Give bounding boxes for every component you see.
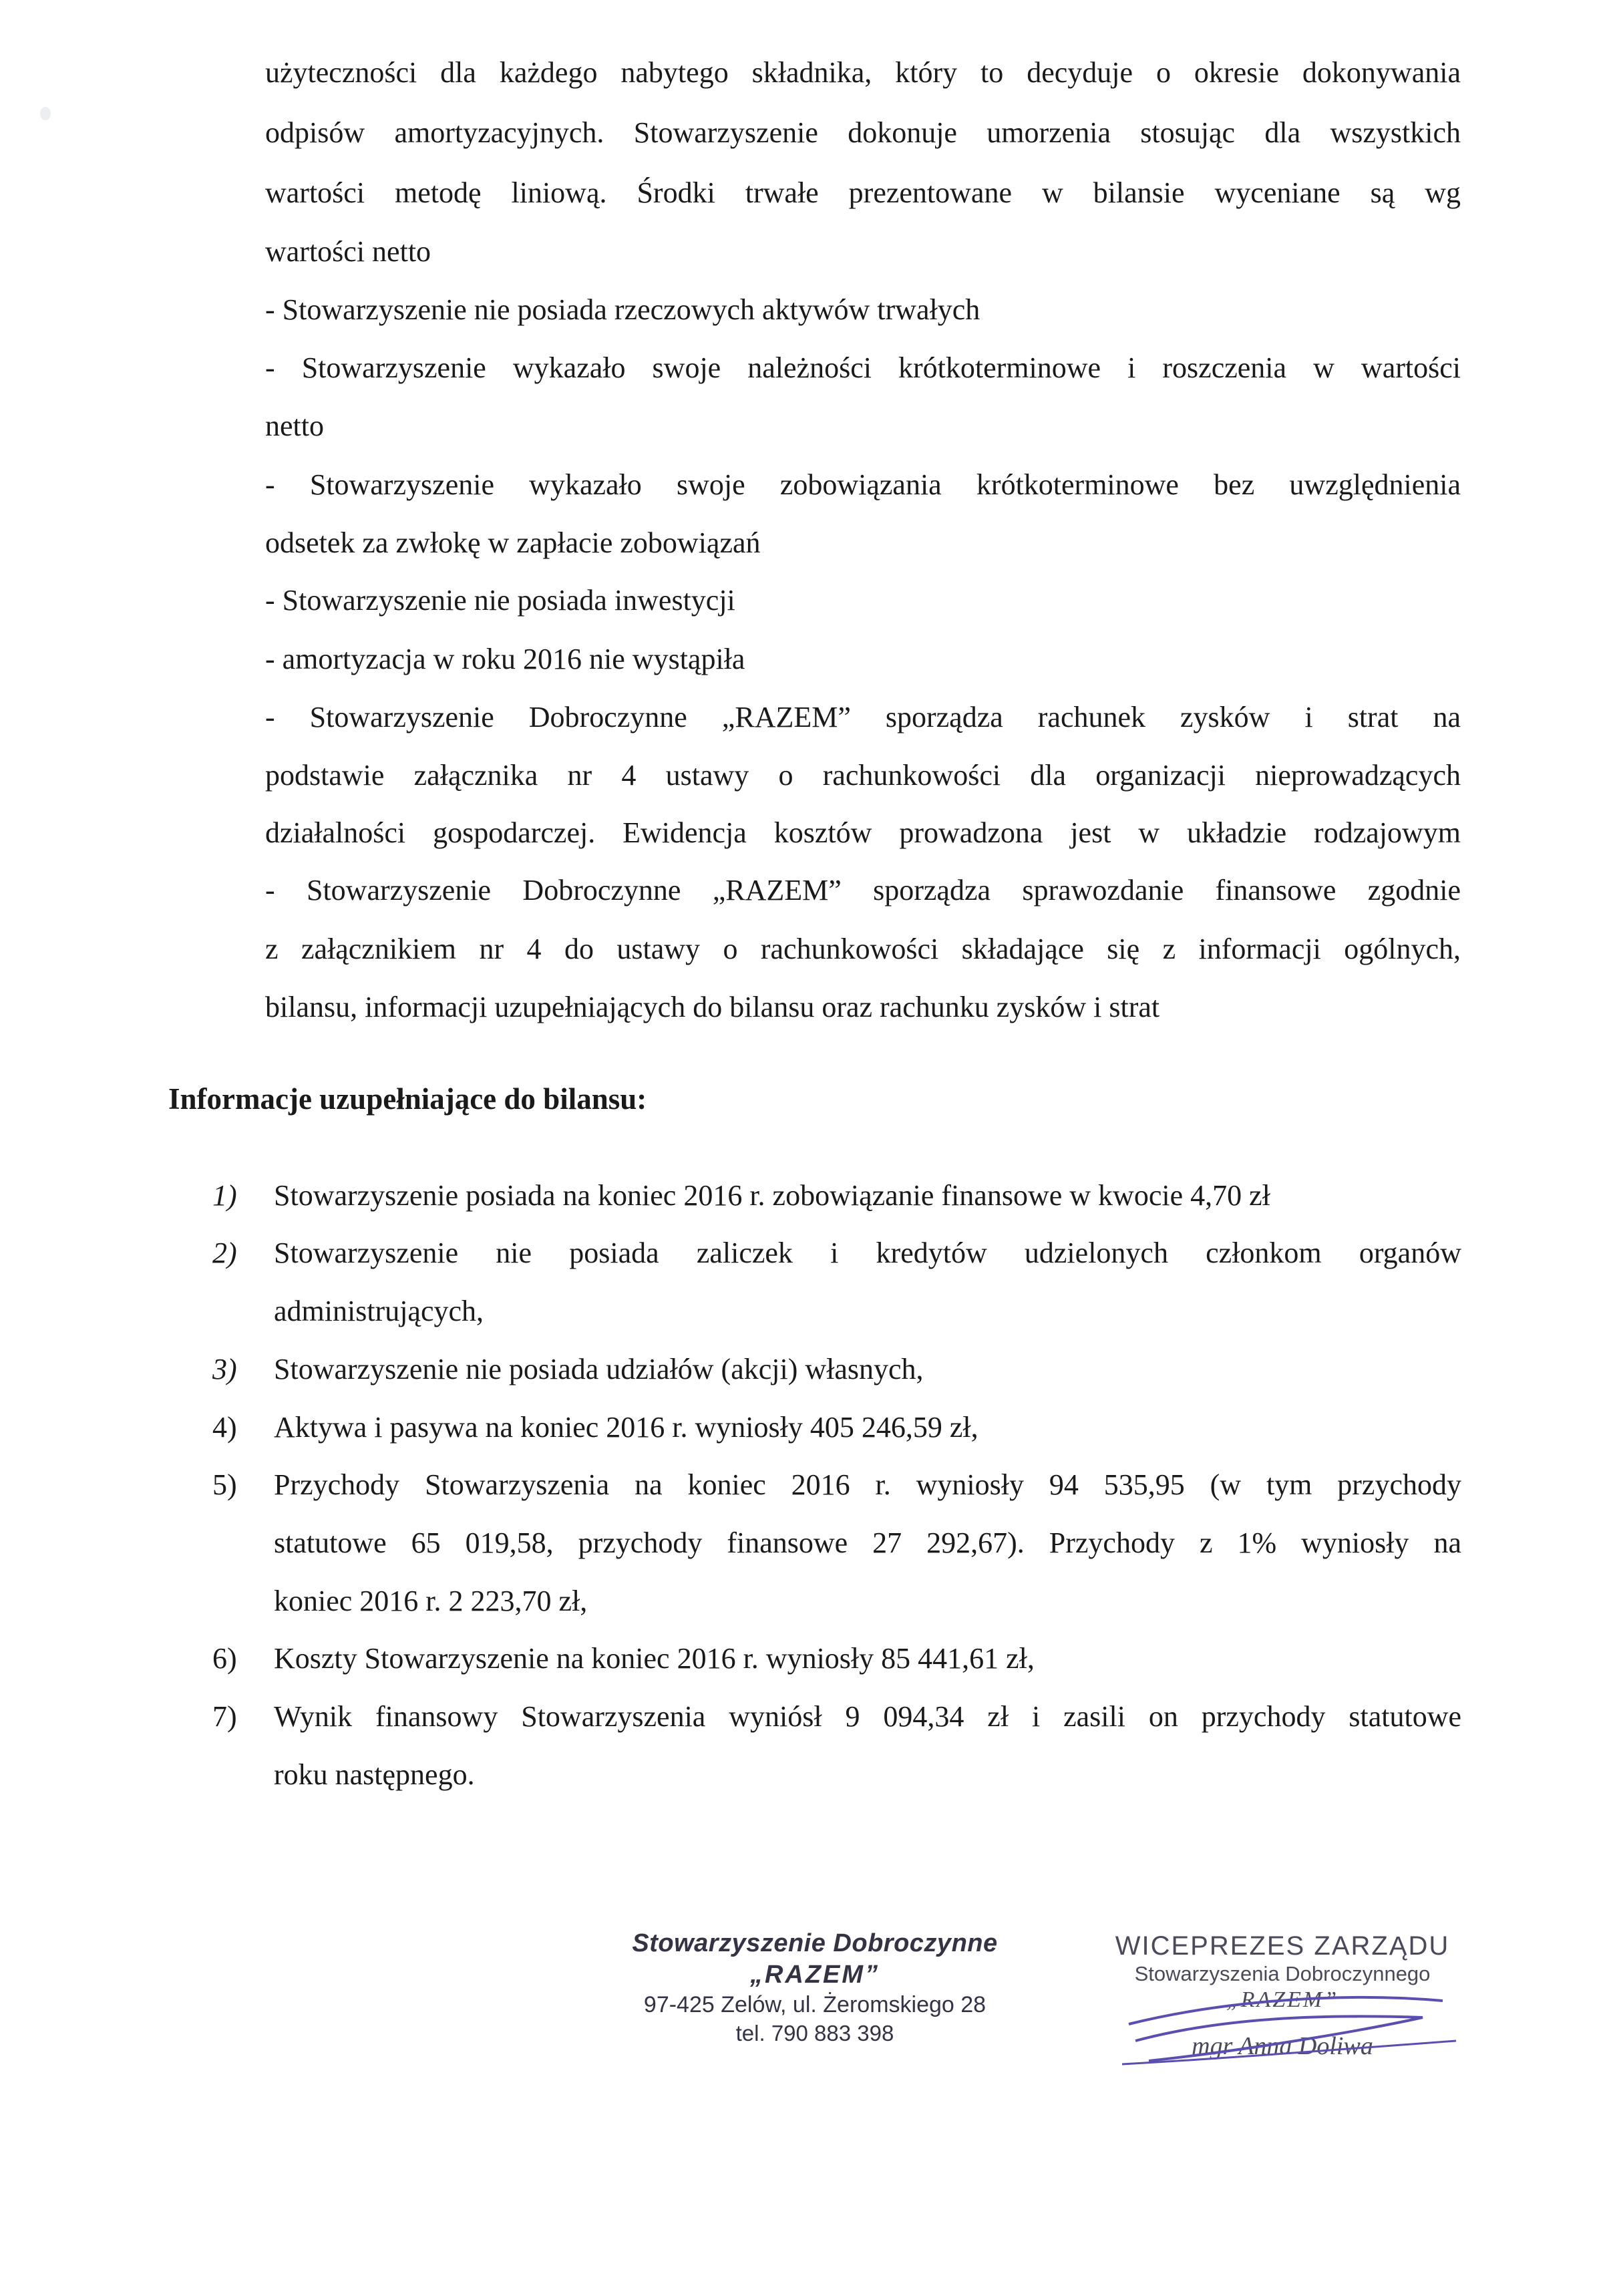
list-item-line: Aktywa i pasywa na koniec 2016 r. wyniosły 405 246,59 zł, bbox=[274, 1411, 978, 1444]
list-number: 1) bbox=[212, 1179, 237, 1212]
list-item-line: Stowarzyszenie posiada na koniec 2016 r. zobowiązanie finansowe w kwocie 4,70 zł bbox=[274, 1179, 1270, 1212]
list-item-line: Wynik finansowy Stowarzyszenia wyniósł 9 094,34 zł i zasili on przychody statutowe bbox=[274, 1700, 1461, 1733]
list-item-line: Przychody Stowarzyszenia na koniec 2016 r. wyniosły 94 535,95 (w tym przychody bbox=[274, 1468, 1461, 1501]
stamp-org-razem: „RAZEM” bbox=[749, 1961, 880, 1989]
paragraph-line: - Stowarzyszenie wykazało swoje zobowiązania krótkoterminowe bez uwzględnienia bbox=[265, 468, 1461, 501]
handwritten-signature bbox=[1109, 1977, 1469, 2078]
paragraph-line: wartości netto bbox=[265, 235, 431, 268]
paragraph-line: odpisów amortyzacyjnych. Stowarzyszenie dokonuje umorzenia stosując dla wszystkich bbox=[265, 116, 1461, 149]
stamp-phone: tel. 790 883 398 bbox=[735, 2021, 894, 2045]
list-item-line: Stowarzyszenie nie posiada zaliczek i kredytów udzielonych członkom organów bbox=[274, 1237, 1461, 1269]
paragraph-line: użyteczności dla każdego nabytego składnika, który to decyduje o okresie dokonywania bbox=[265, 56, 1461, 89]
paragraph-line: z załącznikiem nr 4 do ustawy o rachunkowości składające się z informacji ogólnych, bbox=[265, 933, 1461, 965]
paragraph-line: - Stowarzyszenie Dobroczynne „RAZEM” sporządza sprawozdanie finansowe zgodnie bbox=[265, 874, 1461, 907]
list-item-line: roku następnego. bbox=[274, 1758, 475, 1791]
list-item-line: Koszty Stowarzyszenie na koniec 2016 r. wyniosły 85 441,61 zł, bbox=[274, 1642, 1035, 1675]
paragraph-line: - Stowarzyszenie wykazało swoje należności krótkoterminowe i roszczenia w wartości bbox=[265, 351, 1461, 384]
signature-stroke bbox=[1129, 1997, 1443, 2024]
paragraph-line: podstawie załącznika nr 4 ustawy o rachunkowości dla organizacji nieprowadzących bbox=[265, 759, 1461, 792]
paragraph-line: - amortyzacja w roku 2016 nie wystąpiła bbox=[265, 643, 745, 675]
organization-stamp bbox=[621, 1927, 1009, 2047]
list-item-line: Stowarzyszenie nie posiada udziałów (akcji) własnych, bbox=[274, 1353, 924, 1385]
list-item-line: administrujących, bbox=[274, 1295, 484, 1327]
stamp-razem: „RAZEM” bbox=[1226, 1987, 1339, 2012]
stamp-org-name: Stowarzyszenie Dobroczynne bbox=[632, 1929, 998, 1957]
paragraph-line: - Stowarzyszenie nie posiada rzeczowych aktywów trwałych bbox=[265, 293, 980, 326]
paragraph-line: - Stowarzyszenie nie posiada inwestycji bbox=[265, 584, 735, 617]
list-item-line: koniec 2016 r. 2 223,70 zł, bbox=[274, 1585, 588, 1617]
list-number: 2) bbox=[212, 1237, 237, 1269]
list-number: 5) bbox=[212, 1468, 237, 1501]
paragraph-line: - Stowarzyszenie Dobroczynne „RAZEM” sporządza rachunek zysków i strat na bbox=[265, 701, 1461, 733]
paragraph-line: wartości metodę liniową. Środki trwałe prezentowane w bilansie wyceniane są wg bbox=[265, 176, 1461, 209]
scan-speck bbox=[40, 107, 51, 120]
section-heading: Informacje uzupełniające do bilansu: bbox=[168, 1082, 647, 1116]
list-number: 7) bbox=[212, 1700, 237, 1733]
list-number: 4) bbox=[212, 1411, 237, 1444]
paragraph-line: bilansu, informacji uzupełniających do bilansu oraz rachunku zysków i strat bbox=[265, 991, 1160, 1023]
list-item-line: statutowe 65 019,58, przychody finansowe 27 292,67). Przychody z 1% wyniosły na bbox=[274, 1526, 1461, 1559]
signature-stroke bbox=[1122, 2041, 1456, 2064]
paragraph-line: odsetek za zwłokę w zapłacie zobowiązań bbox=[265, 526, 761, 559]
paragraph-line: działalności gospodarczej. Ewidencja kosztów prowadzona jest w układzie rodzajowym bbox=[265, 816, 1461, 849]
list-number: 6) bbox=[212, 1642, 237, 1675]
stamp-title: WICEPREZES ZARZĄDU bbox=[1115, 1931, 1450, 1961]
stamp-address: 97-425 Zelów, ul. Żeromskiego 28 bbox=[643, 1992, 987, 2017]
paragraph-line: netto bbox=[265, 409, 324, 442]
list-number: 3) bbox=[212, 1353, 237, 1385]
stamp-person-name: mgr Anna Doliwa bbox=[1192, 2032, 1373, 2060]
stamp-org: Stowarzyszenia Dobroczynnego bbox=[1134, 1962, 1431, 1985]
